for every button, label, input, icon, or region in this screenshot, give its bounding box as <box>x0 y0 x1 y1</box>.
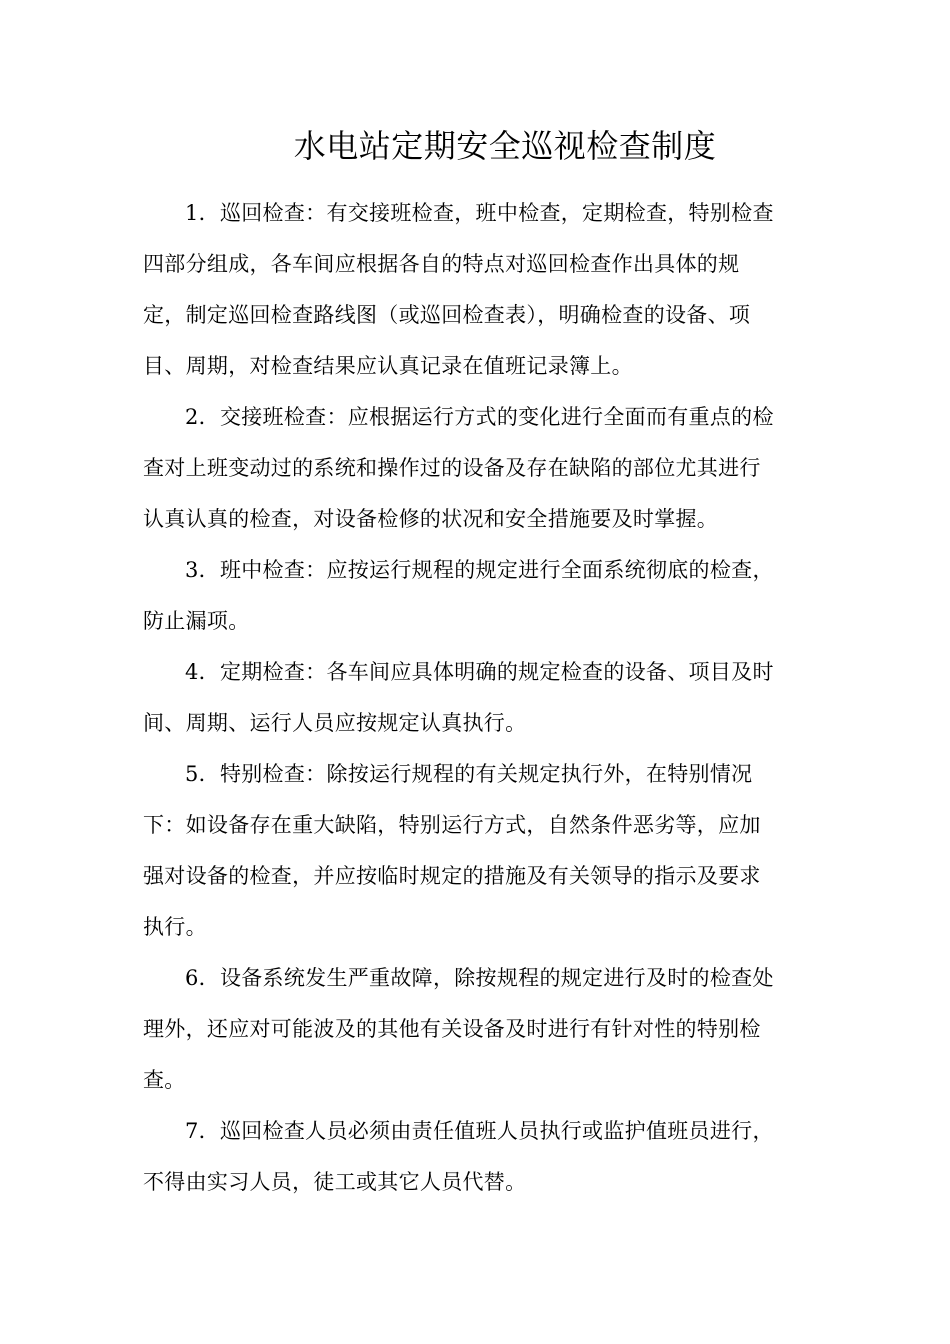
paragraph-line: 理外，还应对可能波及的其他有关设备及时进行有针对性的特别检 <box>143 1017 761 1041</box>
paragraph-line: 目、周期，对检查结果应认真记录在值班记录簿上。 <box>143 354 633 378</box>
paragraph-line: 下：如设备存在重大缺陷，特别运行方式，自然条件恶劣等，应加 <box>143 813 761 837</box>
paragraph-line: 执行。 <box>143 915 207 939</box>
paragraph-line: 查。 <box>143 1068 186 1092</box>
paragraph-3 <box>143 545 809 647</box>
paragraph-line: 5．特别检查：除按运行规程的有关规定执行外，在特别情况 <box>185 762 753 786</box>
paragraph-line: 间、周期、运行人员应按规定认真执行。 <box>143 711 527 735</box>
paragraph-line: 强对设备的检查，并应按临时规定的措施及有关领导的指示及要求 <box>143 864 761 888</box>
paragraph-7 <box>143 1106 809 1208</box>
paragraph-5 <box>143 749 809 953</box>
paragraph-line: 认真认真的检查，对设备检修的状况和安全措施要及时掌握。 <box>143 507 719 531</box>
paragraph-line: 6．设备系统发生严重故障，除按规程的规定进行及时的检查处 <box>185 966 774 990</box>
paragraph-line: 4．定期检查：各车间应具体明确的规定检查的设备、项目及时 <box>185 660 774 684</box>
paragraph-line: 2．交接班检查：应根据运行方式的变化进行全面而有重点的检 <box>185 405 774 429</box>
paragraph-2 <box>143 392 809 545</box>
paragraph-line: 定，制定巡回检查路线图（或巡回检查表），明确检查的设备、项 <box>143 303 751 327</box>
paragraph-line: 7．巡回检查人员必须由责任值班人员执行或监护值班员进行， <box>185 1119 774 1143</box>
paragraph-6 <box>143 953 809 1106</box>
paragraph-line: 1．巡回检查：有交接班检查，班中检查，定期检查，特别检查 <box>185 201 774 225</box>
paragraph-line: 查对上班变动过的系统和操作过的设备及存在缺陷的部位尤其进行 <box>143 456 761 480</box>
paragraph-line: 四部分组成，各车间应根据各自的特点对巡回检查作出具体的规 <box>143 252 740 276</box>
document-body <box>143 188 809 1208</box>
paragraph-line: 3．班中检查：应按运行规程的规定进行全面系统彻底的检查， <box>185 558 774 582</box>
document-title: 水电站定期安全巡视检查制度 <box>293 127 717 165</box>
paragraph-line: 不得由实习人员，徒工或其它人员代替。 <box>143 1170 527 1194</box>
paragraph-4 <box>143 647 809 749</box>
paragraph-1 <box>143 188 809 392</box>
paragraph-line: 防止漏项。 <box>143 609 250 633</box>
